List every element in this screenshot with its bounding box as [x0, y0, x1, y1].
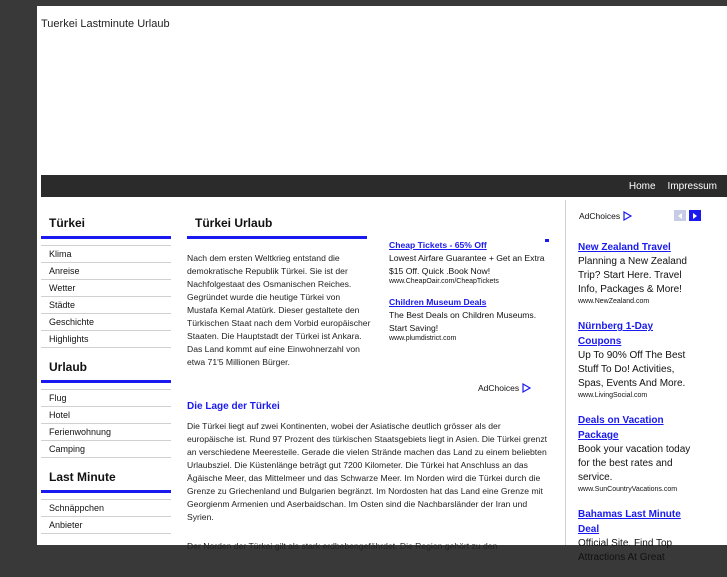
main-content — [187, 207, 549, 551]
sidebar-item-geschichte[interactable]: Geschichte — [41, 314, 171, 331]
sidebar-item-flug[interactable]: Flug — [41, 390, 171, 407]
sidebar-item-anreise[interactable]: Anreise — [41, 263, 171, 280]
ad-body: The Best Deals on Children Museums. Start Saving! — [389, 310, 537, 333]
chevron-left-icon — [678, 213, 682, 219]
ad-title-link[interactable]: Children Museum Deals — [389, 297, 487, 307]
adchoices-label: AdChoices — [579, 210, 621, 221]
ad-item — [578, 319, 698, 401]
right-ad-column — [565, 200, 727, 563]
chevron-right-icon — [693, 213, 697, 219]
sidebar-item-camping[interactable]: Camping — [41, 441, 171, 458]
section-paragraph: Die Türkei liegt auf zwei Kontinenten, wobei der Asiatische deutlich grösser als der europäische ist. Rund 97 Prozent des türkischen Staatsgebiets liegt in Asien. Die Türkei grenzt an verschiedene Meeresteile. Gerade die vielen Strände machen das Land zu einem beliebten Urlaubsziel. Die Küstenlänge beträgt gut 7200 Kilometer. Die Türkei hat Anschluss an das Ägäische Meer, das Mittelmeer und das Schwarze Meer. Im Norden wird die Türkei durch die Grenze zu Griechenland und Bulgarien begränzt. Im Nordosten hat das Land eine Grenze mit Georgienm Armenien und Aserbaidschan. Im Osten sind die Nachbarsländer der Iran und Syrien. — [187, 421, 548, 522]
sidebar-item-ferienwohnung[interactable]: Ferienwohnung — [41, 424, 171, 441]
ad-url[interactable]: www.NewZealand.com — [578, 298, 650, 305]
ad-item — [389, 296, 549, 344]
ad-item — [389, 239, 549, 287]
main-nav — [41, 175, 727, 197]
ad-title-link[interactable]: Bahamas Last Minute Deal — [578, 509, 681, 535]
prev-ad-button[interactable] — [674, 210, 686, 221]
sidebar-item-klima[interactable]: Klima — [41, 246, 171, 263]
ad-url[interactable]: www.SunCountryVacations.com — [578, 486, 678, 493]
adchoices-link[interactable] — [579, 211, 632, 221]
ad-item — [578, 413, 698, 495]
adchoices-icon — [522, 383, 531, 393]
adchoices-link[interactable] — [478, 383, 531, 393]
ad-body: Lowest Airfare Guarantee + Get an Extra $15 Off. Quick .Book Now! — [389, 253, 545, 276]
ad-corner-marker — [545, 239, 549, 242]
site-title[interactable]: Tuerkei Lastminute Urlaub — [41, 18, 170, 30]
sidebar-section-urlaub — [41, 348, 171, 458]
ad-title-link[interactable]: New Zealand Travel — [578, 242, 671, 253]
sidebar-item-highlights[interactable]: Highlights — [41, 331, 171, 348]
sidebar-item-hotel[interactable]: Hotel — [41, 407, 171, 424]
ad-body: Up To 90% Off The Best Stuff To Do! Activities, Spas, Events And More. — [578, 350, 686, 389]
adchoices-label: AdChoices — [478, 383, 520, 393]
page — [37, 6, 727, 563]
ad-item — [578, 240, 698, 307]
ad-url[interactable]: www.CheapOair.com/CheapTickets — [389, 278, 499, 285]
next-ad-button[interactable] — [689, 210, 701, 221]
sidebar-item-staedte[interactable]: Städte — [41, 297, 171, 314]
sidebar-item-wetter[interactable]: Wetter — [41, 280, 171, 297]
left-gutter — [0, 0, 37, 545]
ad-url[interactable]: www.LivingSocial.com — [578, 392, 648, 399]
sidebar-item-schnaeppchen[interactable]: Schnäppchen — [41, 500, 171, 517]
ad-title-link[interactable]: Cheap Tickets - 65% Off — [389, 240, 487, 250]
inline-ads — [389, 239, 549, 353]
nav-home-link[interactable]: Home — [628, 180, 656, 192]
sidebar-heading: Türkei — [41, 207, 171, 239]
sidebar-heading: Last Minute — [41, 458, 171, 493]
sidebar-section-last-minute — [41, 458, 171, 534]
ad-body: Planning a New Zealand Trip? Start Here. Travel Info, Packages & More! — [578, 256, 687, 295]
ad-body: Book your vacation today for the best rates and service. — [578, 444, 691, 483]
ad-title-link[interactable]: Deals on Vacation Package — [578, 415, 664, 441]
nav-impressum-link[interactable]: Impressum — [667, 180, 717, 192]
section-heading: Die Lage der Türkei — [187, 401, 280, 412]
section-paragraph-continued: Der Norden der Türkei gilt als stark erdbebengefährdet. Die Region gehört zu den — [187, 541, 498, 551]
ad-body: Official Site. Find Top Attractions At Great — [578, 538, 673, 563]
page-title: Türkei Urlaub — [187, 207, 367, 239]
intro-paragraph: Nach dem ersten Weltkrieg entstand die demokratische Republik Türkei. Sie ist der Nachfolgestaat des Osmanischen Reiches. Gegründet wurde die heutige Türkei von Mustafa Kemal Atatürk. Dieser gestaltete den Türkischen Staat nach dem Vorbid europäischer Staaten. Die Hauptstadt der Türkei ist Ankara. Das Land kommt auf eine Einwohnerzahl von etwa 71'5 Millionen Bürger. — [187, 253, 371, 367]
ad-url[interactable]: www.plumdistrict.com — [389, 335, 457, 342]
ad-item — [578, 507, 698, 565]
adchoices-icon — [623, 211, 632, 221]
ad-column-header — [579, 210, 701, 221]
ad-title-link[interactable]: Nürnberg 1-Day Coupons — [578, 321, 654, 347]
sidebar-heading: Urlaub — [41, 348, 171, 383]
sidebar-section-tuerkei — [41, 207, 171, 348]
sidebar — [41, 207, 171, 534]
sidebar-item-anbieter[interactable]: Anbieter — [41, 517, 171, 534]
